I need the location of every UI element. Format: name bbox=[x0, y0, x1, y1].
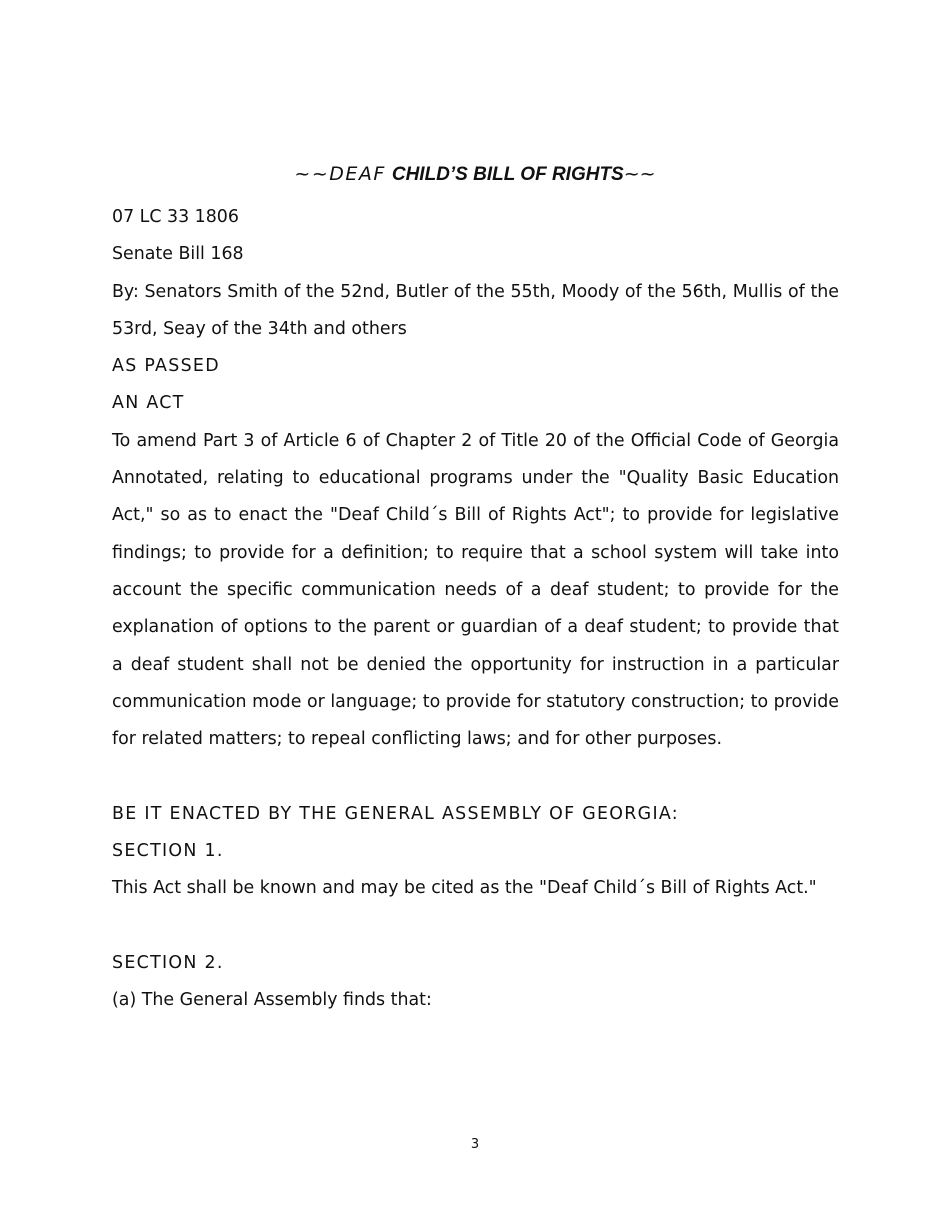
title-main: CHILD’S BILL OF RIGHTS bbox=[391, 164, 624, 185]
sponsors: By: Senators Smith of the 52nd, Butler of the 55th, Moody of the 56th, Mullis of the 53rd, Seay of the 34th and others bbox=[112, 281, 839, 339]
title-suffix: ~~ bbox=[623, 163, 656, 185]
enacting-clause: BE IT ENACTED BY THE GENERAL ASSEMBLY OF GEORGIA: bbox=[112, 803, 679, 824]
title-prefix: ~~DEAF bbox=[294, 163, 386, 185]
section-1-text: This Act shall be known and may be cited as the "Deaf Child´s Bill of Rights Act." bbox=[112, 878, 817, 899]
act-text: To amend Part 3 of Article 6 of Chapter 2 of Title 20 of the Official Code of Georgia Annotated, relating to educational programs under the "Quality Basic Education Act," so as to enact the "Deaf Child´s Bill of Rights Act"; to provide for legislative findings; to provide for a definition; to require that a school system will take into account the specific communication needs of a deaf student; to provide for the explanation of options to the parent or guardian of a deaf student; to provide that a deaf student shall not be denied the opportunity for instruction in a particular communication mode or language; to provide for statutory construction; to provide for related matters; to repeal conflicting laws; and for other purposes. bbox=[112, 430, 839, 750]
bill-code: 07 LC 33 1806 bbox=[112, 207, 239, 227]
spacer bbox=[112, 758, 839, 795]
section-2-text: (a) The General Assembly finds that: bbox=[112, 990, 432, 1011]
document-body bbox=[112, 199, 839, 1020]
bill-name: Senate Bill 168 bbox=[112, 244, 244, 265]
document-title bbox=[0, 161, 950, 188]
status-heading: AS PASSED bbox=[112, 356, 220, 377]
section-2-heading: SECTION 2. bbox=[112, 952, 224, 973]
page-number: 3 bbox=[470, 1137, 480, 1152]
act-heading: AN ACT bbox=[112, 393, 185, 414]
section-1-heading: SECTION 1. bbox=[112, 841, 224, 862]
spacer bbox=[112, 908, 839, 945]
